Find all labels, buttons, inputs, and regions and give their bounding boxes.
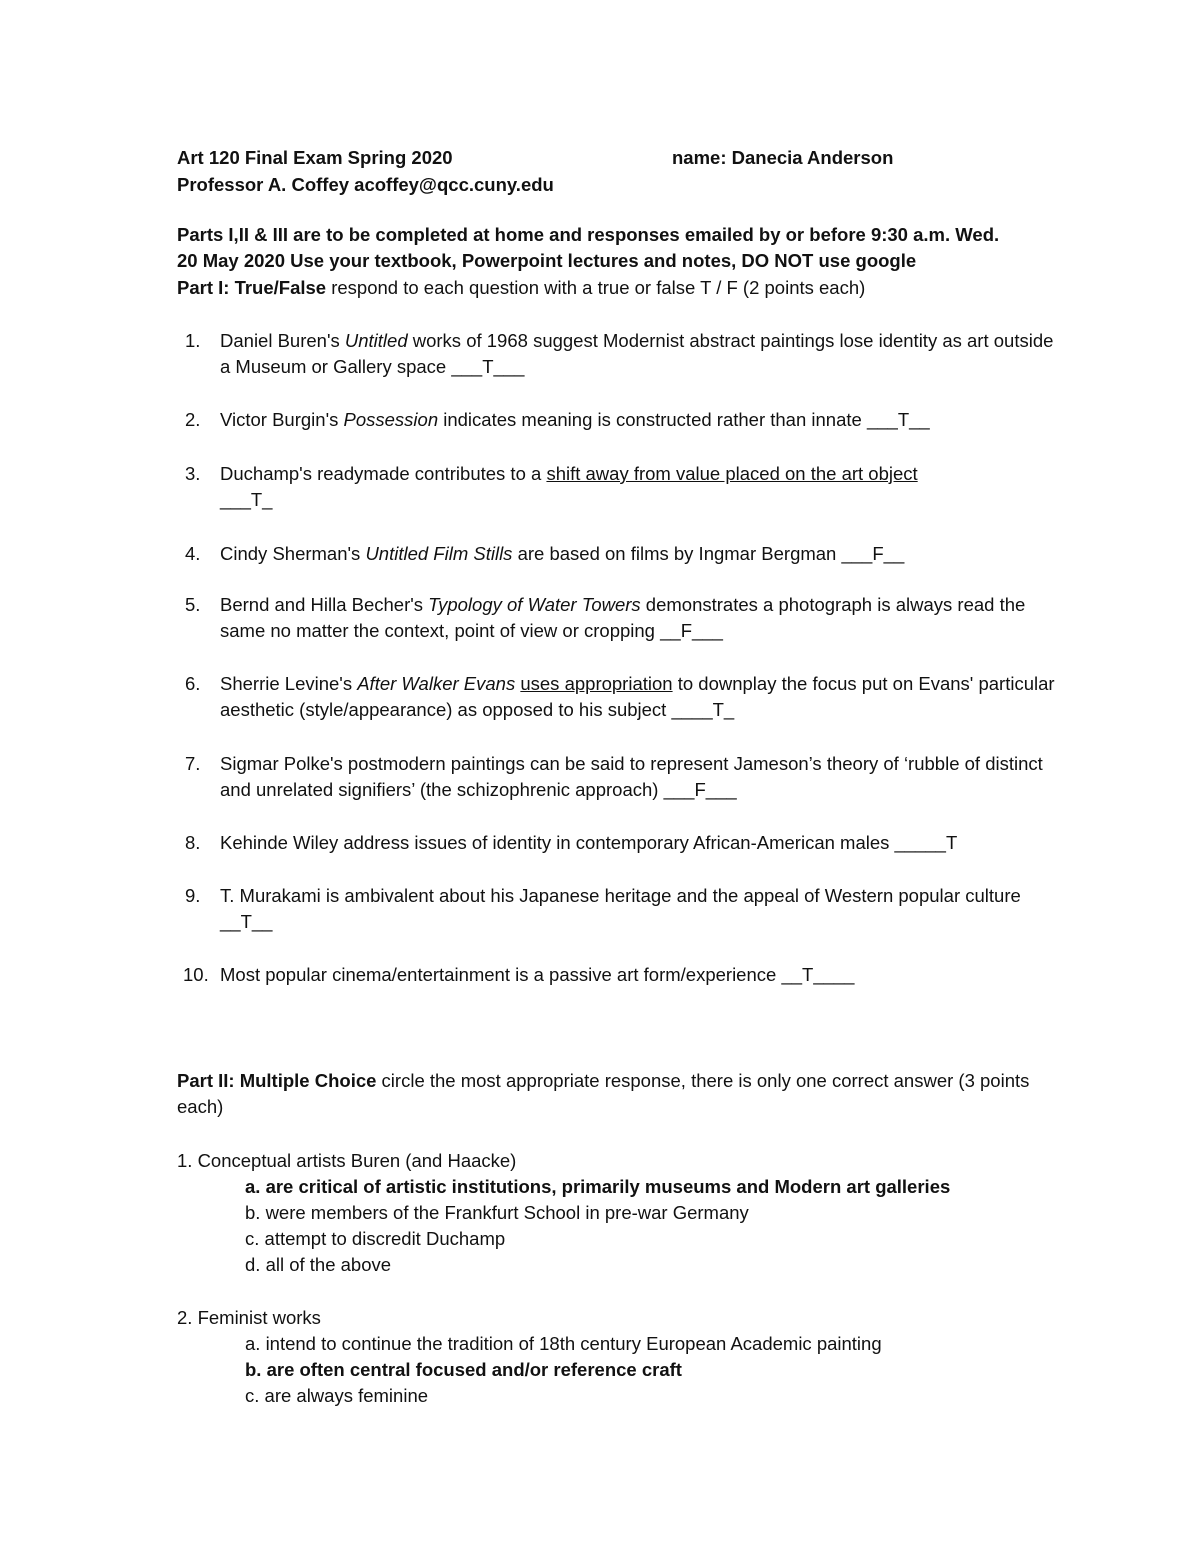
underlined-phrase: shift away from value placed on the art object (546, 463, 918, 484)
tf-question-6 (177, 671, 1057, 723)
tf-question-4 (177, 541, 1057, 567)
student-name: name: Danecia Anderson (672, 147, 894, 168)
tf-question-10 (177, 962, 1057, 988)
answer-blank: ___T___ (451, 356, 525, 377)
tf-question-7 (177, 751, 1057, 803)
exam-instructions (177, 222, 1057, 274)
answer-blank: __T____ (781, 964, 855, 985)
question-number: 2. (185, 409, 201, 430)
artwork-title: After Walker Evans (357, 673, 516, 694)
instructions-line-2: 20 May 2020 Use your textbook, Powerpoint lectures and notes, DO NOT use google (177, 250, 917, 271)
part1-label: Part I: True/False (177, 277, 327, 298)
answer-blank: ___T__ (866, 409, 930, 430)
tf-question-1 (177, 328, 1057, 380)
exam-title: Art 120 Final Exam Spring 2020 (177, 147, 453, 168)
answer-blank: _____T (894, 832, 958, 853)
artwork-title: Untitled Film Stills (365, 543, 513, 564)
question-text: works of 1968 suggest Modernist abstract paintings lose identity as art outside a Museum or Gallery space (220, 330, 1054, 377)
mc-option-selected: b. are often central focused and/or reference craft (245, 1359, 682, 1380)
mc-option-selected: a. are critical of artistic institutions, primarily museums and Modern art galleries (245, 1176, 951, 1197)
artwork-title: Typology of Water Towers (428, 594, 641, 615)
tf-question-9 (177, 883, 1057, 935)
question-number: 4. (185, 543, 201, 564)
question-text: indicates meaning is constructed rather than innate (438, 409, 867, 430)
mc-option: c. are always feminine (245, 1385, 429, 1406)
tf-question-5 (177, 592, 1057, 644)
question-text: Cindy Sherman's (220, 543, 366, 564)
exam-header (177, 144, 1077, 198)
mc-question-2: 2. Feminist works (177, 1307, 321, 1328)
answer-blank: ___F__ (841, 543, 905, 564)
underlined-phrase: uses appropriation (520, 673, 673, 694)
part1-description: respond to each question with a true or false T / F (2 points each) (326, 277, 866, 298)
question-text: Sigmar Polke's postmodern paintings can be said to represent Jameson’s theory of ‘rubble of distinct and unrelated signifiers’ (the schizophrenic approach) (220, 753, 1043, 800)
question-number: 3. (185, 463, 201, 484)
answer-blank: __F___ (660, 620, 723, 641)
question-text: Most popular cinema/entertainment is a passive art form/experience (220, 964, 782, 985)
professor-line: Professor A. Coffey acoffey@qcc.cuny.edu (177, 174, 554, 195)
question-text: Victor Burgin's (220, 409, 344, 430)
question-number: 9. (185, 885, 201, 906)
question-number: 5. (185, 594, 201, 615)
tf-question-3 (177, 461, 1057, 513)
question-text: to downplay the focus put on Evans' particular aesthetic (style/appearance) as opposed to his subject (220, 673, 1055, 720)
answer-blank: ____T_ (671, 699, 735, 720)
mc-option: d. all of the above (245, 1254, 392, 1275)
mc-option: b. were members of the Frankfurt School in pre-war Germany (245, 1202, 749, 1223)
question-text: Daniel Buren's (220, 330, 345, 351)
mc-option: c. attempt to discredit Duchamp (245, 1228, 506, 1249)
answer-blank: ___T_ (220, 489, 273, 510)
artwork-title: Possession (343, 409, 439, 430)
tf-question-8 (177, 830, 1057, 856)
question-text: Sherrie Levine's (220, 673, 358, 694)
question-text: Bernd and Hilla Becher's (220, 594, 429, 615)
question-text: T. Murakami is ambivalent about his Japanese heritage and the appeal of Western popular culture (220, 885, 1021, 906)
artwork-title: Untitled (344, 330, 408, 351)
instructions-line-1: Parts I,II & III are to be completed at home and responses emailed by or before 9:30 a.m. Wed. (177, 224, 1000, 245)
part2-label: Part II: Multiple Choice (177, 1070, 377, 1091)
tf-question-2 (177, 407, 1057, 433)
answer-blank: ___F___ (663, 779, 737, 800)
question-number: 10. (183, 964, 209, 985)
question-number: 1. (185, 330, 201, 351)
question-text: Duchamp's readymade contributes to a (220, 463, 547, 484)
mc-question-1: 1. Conceptual artists Buren (and Haacke) (177, 1150, 517, 1171)
part2-heading (177, 1068, 1037, 1120)
question-number: 8. (185, 832, 201, 853)
part1-heading (177, 275, 1077, 301)
question-number: 6. (185, 673, 201, 694)
question-text: Kehinde Wiley address issues of identity in contemporary African-American males (220, 832, 895, 853)
answer-blank: __T__ (220, 911, 273, 932)
question-text: are based on films by Ingmar Bergman (512, 543, 842, 564)
part2-description: circle the most appropriate response, there is only one correct answer (3 points each) (177, 1070, 1030, 1117)
mc-option: a. intend to continue the tradition of 18th century European Academic painting (245, 1333, 882, 1354)
question-number: 7. (185, 753, 201, 774)
question-text: demonstrates a photograph is always read the same no matter the context, point of view or cropping (220, 594, 1026, 641)
